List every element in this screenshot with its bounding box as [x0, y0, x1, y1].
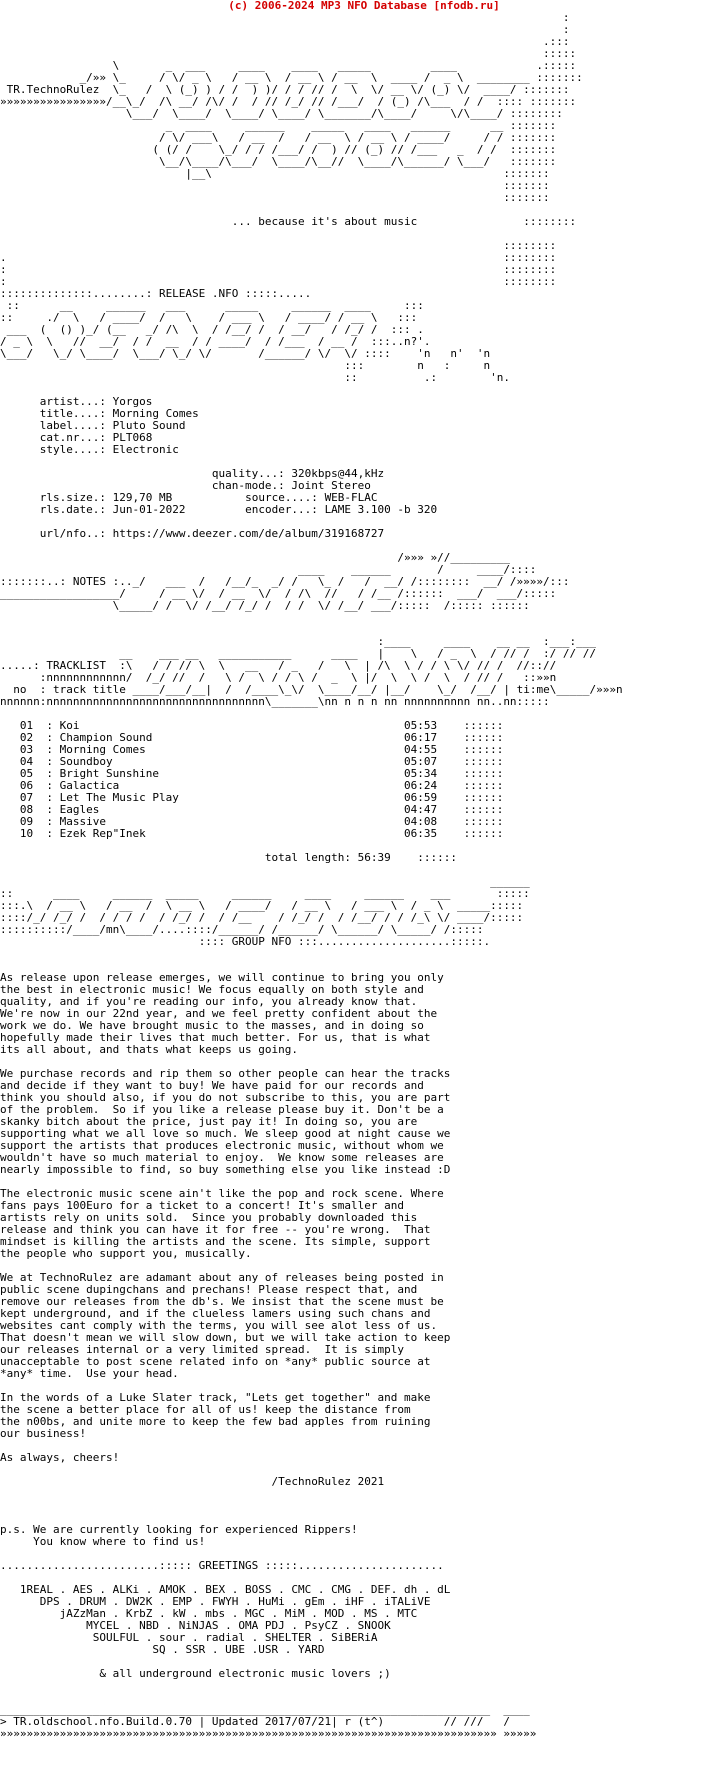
track-number: 01	[19, 719, 34, 732]
track-row: 06 : Galactica 06:24 ::::::	[19, 779, 504, 792]
greetings-line: 1REAL . AES . ALKi . AMOK . BEX . BOSS . CMC . CMG . DEF. dh . dL	[19, 1583, 451, 1596]
greetings-line: SQ . SSR . UBE .USR . YARD	[152, 1643, 325, 1656]
release-logo-art: :: __ ______ ___ _____ ______ ____ ::: :: ./ \ / ____/ / \ / ___ \ / ____/ / __ \ ::: ___ ( () )_/ (__ _/ /\ \ / /__/ / / __/ / /_/ / ::: . / _ \ \ // __/ / / __ / / ____/ / /___ / __ / :::..n?'. \___/ \_/ \____/ \___/ \_/ \/ /______/ \/ \/ :::: 'n n' 'n ::: n : n :: .: 'n.	[0, 299, 510, 384]
track-number: 07	[19, 791, 34, 804]
release-chanmode: Joint Stereo	[291, 479, 371, 492]
track-list	[0, 720, 623, 840]
track-row: 09 : Massive 04:08 ::::::	[19, 815, 504, 828]
release-artist: Yorgos	[112, 395, 153, 408]
track-title: Let The Music Play	[59, 791, 179, 804]
group-paragraph-5: In the words of a Luke Slater track, "Lets get together" and make the scene a better place for all of us! keep the distance from the n00bs, and unite more to keep the few bad apples from ruining our business!	[0, 1391, 431, 1440]
track-row: 05 : Bright Sunshine 05:34 ::::::	[19, 767, 504, 780]
track-time: 04:55	[404, 743, 438, 756]
track-row: 02 : Champion Sound 06:17 ::::::	[19, 731, 504, 744]
tracklist-logo-art: :____ ____ __ __ :___:___ __ ___ __ ___________ ____ | \ / _ \ / // / :/ // // .....: TRACKLIST :\ / / // \ \ __ / _ / \ | /\ \ / / \ \/ // / //::// :nnnnnnnnnnnn/ /_/ // / \ / \ / / \ / _ \ |/ \ \ / \ / // / ::»»n	[0, 635, 597, 684]
track-row: 04 : Soundboy 05:07 ::::::	[19, 755, 504, 768]
group-paragraph-6: As always, cheers!	[0, 1451, 120, 1464]
track-row: 07 : Let The Music Play 06:59 ::::::	[19, 791, 504, 804]
tagline: ... because it's about music ::::::::	[231, 215, 577, 228]
group-signature: /TechnoRulez 2021	[271, 1475, 385, 1488]
track-title: Morning Comes	[59, 743, 146, 756]
group-ps: p.s. We are currently looking for experienced Rippers! You know where to find us!	[0, 1523, 358, 1548]
group-paragraph-1: As release upon release emerges, we will continue to bring you only the best in electronic music! We focus equally on both style and quality, and if you're reading our info, you already know that. We're now in our 22nd year, and we feel pretty confident about the work we do. We have brought music to the masses, and in doing so hopefully made their lives that much better. For us, that is what its all about, and thats what keeps us going.	[0, 971, 444, 1056]
track-title: Champion Sound	[59, 731, 153, 744]
track-row: 10 : Ezek Rep"Inek 06:35 ::::::	[19, 827, 504, 840]
copyright-header: (c) 2006-2024 MP3 NFO Database [nfodb.ru]	[228, 0, 500, 12]
group-section-label: :::: GROUP NFO :::....................:::::.	[198, 935, 491, 948]
notes-logo-art: /»»» »//_________ ____ ______ / ____/:::: :::::::..: NOTES :.._/ ___ / /__/_ _/ / \_ / / __/ /:::::::: __/ /»»»»/::: __________________/ / __ \/ / __ \/ / /\ // / /__ /:::::: ___/ ___/::::: \_____/ / \/ /__/ /_/ / / / \/ /__/ ___/::::: /::::: ::::::	[0, 551, 570, 612]
total-length: 56:39	[357, 851, 391, 864]
release-url[interactable]: https://www.deezer.com/de/album/319168727	[112, 527, 385, 540]
track-number: 09	[19, 815, 34, 828]
total-length-row: total length: 56:39 ::::::	[264, 851, 457, 864]
greetings-section-label: ........................::::: GREETINGS :::::......................	[0, 1559, 444, 1572]
track-title: Koi	[59, 719, 80, 732]
group-paragraph-4: We at TechnoRulez are adamant about any of releases being posted in public scene dupingchans and prechans! Please respect that, and remove our releases from the db's. We insist that the scene must be kept underground, and if the clueless lamers using such chans and websites cant comply with the terms, you will see alot less of us. That doesn't mean we will slow down, but we will take action to keep our releases internal or a very limited spread. It is simply unacceptable to post scene related info on *any* public source at *any* time. Use your head.	[0, 1271, 451, 1380]
track-number: 10	[19, 827, 34, 840]
track-number: 03	[19, 743, 34, 756]
track-time: 05:07	[404, 755, 438, 768]
group-paragraph-2: We purchase records and rip them so other people can hear the tracks and decide if they want to buy! We have paid for our records and think you should also, if you do not subscribe to this, you are part of the problem. So if you like a release please buy it. Don't be a skanky bitch about the price, just pay it! In doing so, you are supporting what we all love so much. We sleep good at night cause we support the artists that produces electronic music, without whom we wouldn't have so much material to enjoy. We know some releases are nearly impossible to find, so buy something else you like instead :D	[0, 1067, 451, 1176]
track-title: Massive	[59, 815, 106, 828]
track-number: 05	[19, 767, 34, 780]
footer-build: > TR.oldschool.nfo.Build.0.70 | Updated 2017/07/21| r (t^) // /// /	[0, 1715, 510, 1728]
track-title: Ezek Rep"Inek	[59, 827, 146, 840]
release-label: Pluto Sound	[112, 419, 186, 432]
release-info-block: artist...: Yorgos title....: Morning Comes label....: Pluto Sound cat.nr...: PLT068 style....: Electronic quality...: 320kbps@44,kHz chan-mode.: Joint Stereo rls.size.: 129,70 MB source....: WEB-FLAC rls.date.: Jun-01-2022 encoder...: LAME 3.100 -b 320 url/nfo..: https://www.deezer.com/de/album/319168727	[39, 395, 438, 540]
release-date: Jun-01-2022	[112, 503, 186, 516]
release-quality: 320kbps@44,kHz	[291, 467, 385, 480]
track-row: 01 : Koi 05:53 ::::::	[19, 719, 504, 732]
release-encoder: LAME 3.100 -b 320	[324, 503, 438, 516]
track-title: Galactica	[59, 779, 120, 792]
release-size: 129,70 MB	[112, 491, 173, 504]
track-number: 04	[19, 755, 34, 768]
release-source: WEB-FLAC	[324, 491, 378, 504]
tracklist-header-row: no : track title ____/___/__| / /____\_\/ \____/__/ |__/ \_/ /__/ | ti:me\_____/»»»n	[13, 683, 623, 696]
top-logo-art: : : .::: ::::: \ _ ___ ____ ____ _____ ____ .::::: _/»» \_ / \/ _ \ / __ \ / __ \ / __ \ ____ / _ \ ________ ::::::: TR.TechnoRulez \_ / \ (_) ) / / ) )/ / / // / \ \/ __ \/ (_) \/ ____/ ::::::: »»»»»»»»»»»»»»»»/__\_/ /\ __/ /\/ / / // /_/ // /___/ / (_) /\___ / / :::: ::::::: \___/ \____/ \____/ \____/ \_______/\____/ \/\____/ :::::::: _ ____ ______ _____ ____ ______ __ ::::::: / \/ ___\ / __ / / __ \ / __ \ / ____/ / / ::::::: ( (/ / \_/ / / /___/ / ) // (_) // /___ _ / / ::::::: \__/\____/\___/ \____/\__// \____/\______/ \___/ ::::::: |__\ ::::::: ::::::: :::::::	[0, 11, 583, 204]
release-title: Morning Comes	[112, 407, 199, 420]
track-time: 04:47	[404, 803, 438, 816]
nfo-document: : : .::: ::::: \ _ ___ ____ ____ _____ ____ .::::: _/»» \_ / \/ _ \ / __ \ / __ \ / __ \ ____ / _ \ ________ ::::::: TR.TechnoRulez \_ / \ (_) ) / / ) )/ / / // / \ \/ __ \/ (_) \/ ____/ ::::::: »»»»»»»»»»»»»»»»/__\_/ /\ __/ /\/ / / // /_/ // /___/ / (_) /\___ / / :::: ::::::: \___/ \____/ \____/ \____/ \_______/\____/ \/\____/ :::::::: _ ____ ______ _____ ____ ______ __ ::::::: / \/ ___\ / __ / / __ \ / __ \ / ____/ / / ::::::: ( (/ / \_/ / / /___/ / ) // (_) // /___ _ / / ::::::: \__/\____/\___/ \____/\__// \____/\______/ \___/ ::::::: |__\ ::::::: ::::::: ::::::: ... because it's about music :::::::: :::::::: . :::::::: : :::::::: : :::::::: ::::::::::::::........: RELEASE .NFO :::::..... :: __ ______ ___ _____ ______ ____ ::: :: ./ \ / ____/ / \ / ___ \ / ____/ / __ \ ::: ___ ( () )_/ (__ _/ /\ \ / /__/ / / __/ / /_/ / ::: . / _ \ \ // __/ / / __ / / ____/ / /___ / __ / :::..n?'. \___/ \_/ \____/ \___/ \_/ \/ /______/ \/ \/ :::: 'n n' 'n ::: n : n :: .: 'n. artist...: Yorgos title....: Morning Comes label....: Pluto Sound cat.nr...: PLT068 style....: Electronic quality...: 320kbps@44,kHz chan-mode.: Joint Stereo rls.size.: 129,70 MB source....: WEB-FLAC rls.date.: Jun-01-2022 encoder...: LAME 3.100 -b 320 url/nfo..: https://www.deezer.com/de/album/319168727 /»»» »//_________ ____ ______ / ____/:::: :::::::..: NOTES :.._/ ___ / /__/_ _/ / \_ / / __/ /:::::::: __/ /»»»»/::: __________________/ / __ \/ / __ \/ / /\ // / /__ /:::::: ___/ ___/::::: \_____/ / \/ /__/ /_/ / / / \/ /__/ ___/::::: /::::: :::::: :____ ____ __ __ :___:___ __ ___ __ ___________ ____ | \ / _ \ / // / :/ // // .....: TRACKLIST :\ / / // \ \ __ / _ / \ | /\ \ / / \ \/ // / //::// :nnnnnnnnnnnn/ /_/ // / \ / \ / / \ / _ \ |/ \ \ / \ / // / ::»»n no : track title ____/___/__| / /____\_\/ \____/__/ |__/ \_/ /__/ | ti:me\_____/»»»n nnnnnn:nnnnnnnnnnnnnnnnnnnnnnnnnnnnnnnnn\_______\nn n n n nn nnnnnnnnnn nn..nn::::: 01 : Koi 05:53 :::::: 02 : Champion Sound 06:17 :::::: 03 : Morning Comes 04:55 :::::: 04 : Soundboy 05:07 :::::: 05 : Bright Sunshine 05:34 :::::: 06 : Galactica 06:24 :::::: 07 : Let The Music Play 06:59 :::::: 08 : Eagles 04:47 :::::: 09 : Massive 04:08 :::::: 10 : Ezek Rep"Inek 06:35 :::::: total length: 56:39 :::::: ______ :: ____ ______ _____ ______ ____ ______ ___ ::::: :::.\ / __ \ / __ / \ __ \ / ____/ / __ \ / ___ \ / _ \ _____::::: ::::/_/ /_/ / / / / / / /_/ / / /__ / /_/ / / /__/ / / /_\ \/ ____/::::: ::::::::::/____/mn\____/....::::/______/ /______/ \______/ \_____/ /::::: :::: GROUP NFO :::....................:::::. As release upon release emerges, we will continue to bring you only the best in electronic music! We focus equally on both style and quality, and if you're reading our info, you already know that. We're now in our 22nd year, and we feel pretty confident about the work we do. We have brought music to the masses, and in doing so hopefully made their lives that much better. For us, that is what its all about, and thats what keeps us going. We purchase records and rip them so other people can hear the tracks and decide if they want to buy! We have paid for our records and think you should also, if you do not subscribe to this, you are part of the problem. So if you like a release please buy it. Don't be a skanky bitch about the price, just pay it! In doing so, you are supporting what we all love so much. We sleep good at night cause we support the artists that produces electronic music, without whom we wouldn't have so much material to enjoy. We know some releases are nearly impossible to find, so buy something else you like instead :D The electronic music scene ain't like the pop and rock scene. Where fans pays 100Euro for a ticket to a concert! It's smaller and artists rely on units sold. Since you probably downloaded this release and think you can have it for free -- you're wrong. That mindset is killing the artists and the scene. Its simple, support the people who support you, musically. We at TechnoRulez are adamant about any of releases being posted in public scene dupingchans and prechans! Please respect that, and remove our releases from the db's. We insist that the scene must be kept underground, and if the clueless lamers using such chans and websites cant comply with the terms, you will see alot less of us. That doesn't mean we will slow down, but we will take action to keep our releases internal or a very limited spread. It is simply unacceptable to post scene related info on *any* public source at *any* time. Use your head. In the words of a Luke Slater track, "Lets get together" and make the scene a better place for all of us! keep the distance from the n00bs, and unite more to keep the few bad apples from ruining our business! As always, cheers! /TechnoRulez 2021 p.s. We are currently looking for experienced Rippers! You know where to find us! ........................::::: GREETINGS :::::...................... 1REAL . AES . ALKi . AMOK . BEX . BOSS . CMC . CMG . DEF. dh . dL DPS . DRUM . DW2K . EMP . FWYH . HuMi . gEm . iHF . iTALiVE jAZzMan . KrbZ . kW . mbs . MGC . MiM . MOD . MS . MTC MYCEL . NBD . NiNJAS . OMA PDJ . PsyCZ . SNOOK SOULFUL . sour . radial . SHELTER . SiBERiA SQ . SSR . UBE .USR . YARD & all underground electronic music lovers ;) __________________________________________________________________________ ____ > TR.oldschool.nfo.Build.0.70 | Updated 2017/07/21| r (t^) // /// / »»»»»»»»»»»»»»»»»»»»»»»»»»»»»»»»»»»»»»»»»»»»»»»»»»»»»»»»»»»»»»»»»»»»»»»»»»» »»»»»	[0, 11, 623, 1740]
greetings-closing: & all underground electronic music lovers ;)	[99, 1667, 391, 1680]
track-time: 06:17	[404, 731, 438, 744]
track-row: 03 : Morning Comes 04:55 ::::::	[19, 743, 504, 756]
release-catnr: PLT068	[112, 431, 153, 444]
track-title: Eagles	[59, 803, 100, 816]
release-section-label: ::::::::::::::........: RELEASE .NFO :::::.....	[0, 287, 312, 300]
track-number: 02	[19, 731, 34, 744]
track-time: 06:59	[404, 791, 438, 804]
greetings-line: MYCEL . NBD . NiNJAS . OMA PDJ . PsyCZ . SNOOK	[86, 1619, 391, 1632]
track-time: 05:53	[404, 719, 438, 732]
group-logo-art: ______ :: ____ ______ _____ ______ ____ ______ ___ ::::: :::.\ / __ \ / __ / \ __ \ / ____/ / __ \ / ___ \ / _ \ _____::::: ::::/_/ /_/ / / / / / / /_/ / / /__ / /_/ / / /__/ / / /_\ \/ ____/::::: ::::::::::/____/mn\____/....::::/______/ /______/ \______/ \_____/ /:::::	[0, 875, 530, 936]
track-number: 08	[19, 803, 34, 816]
greetings-line: DPS . DRUM . DW2K . EMP . FWYH . HuMi . gEm . iHF . iTALiVE	[39, 1595, 431, 1608]
track-time: 05:34	[404, 767, 438, 780]
greetings-list	[0, 1584, 623, 1656]
track-title: Soundboy	[59, 755, 113, 768]
track-number: 06	[19, 779, 34, 792]
track-time: 06:35	[404, 827, 438, 840]
release-style: Electronic	[112, 443, 179, 456]
group-paragraph-3: The electronic music scene ain't like the pop and rock scene. Where fans pays 100Euro for a ticket to a concert! It's smaller and artists rely on units sold. Since you probably downloaded this release and think you can have it for free -- you're wrong. That mindset is killing the artists and the scene. Its simple, support the people who support you, musically.	[0, 1187, 444, 1260]
track-title: Bright Sunshine	[59, 767, 159, 780]
track-row: 08 : Eagles 04:47 ::::::	[19, 803, 504, 816]
greetings-line: jAZzMan . KrbZ . kW . mbs . MGC . MiM . MOD . MS . MTC	[59, 1607, 418, 1620]
greetings-line: SOULFUL . sour . radial . SHELTER . SiBERiA	[92, 1631, 378, 1644]
track-time: 04:08	[404, 815, 438, 828]
track-time: 06:24	[404, 779, 438, 792]
